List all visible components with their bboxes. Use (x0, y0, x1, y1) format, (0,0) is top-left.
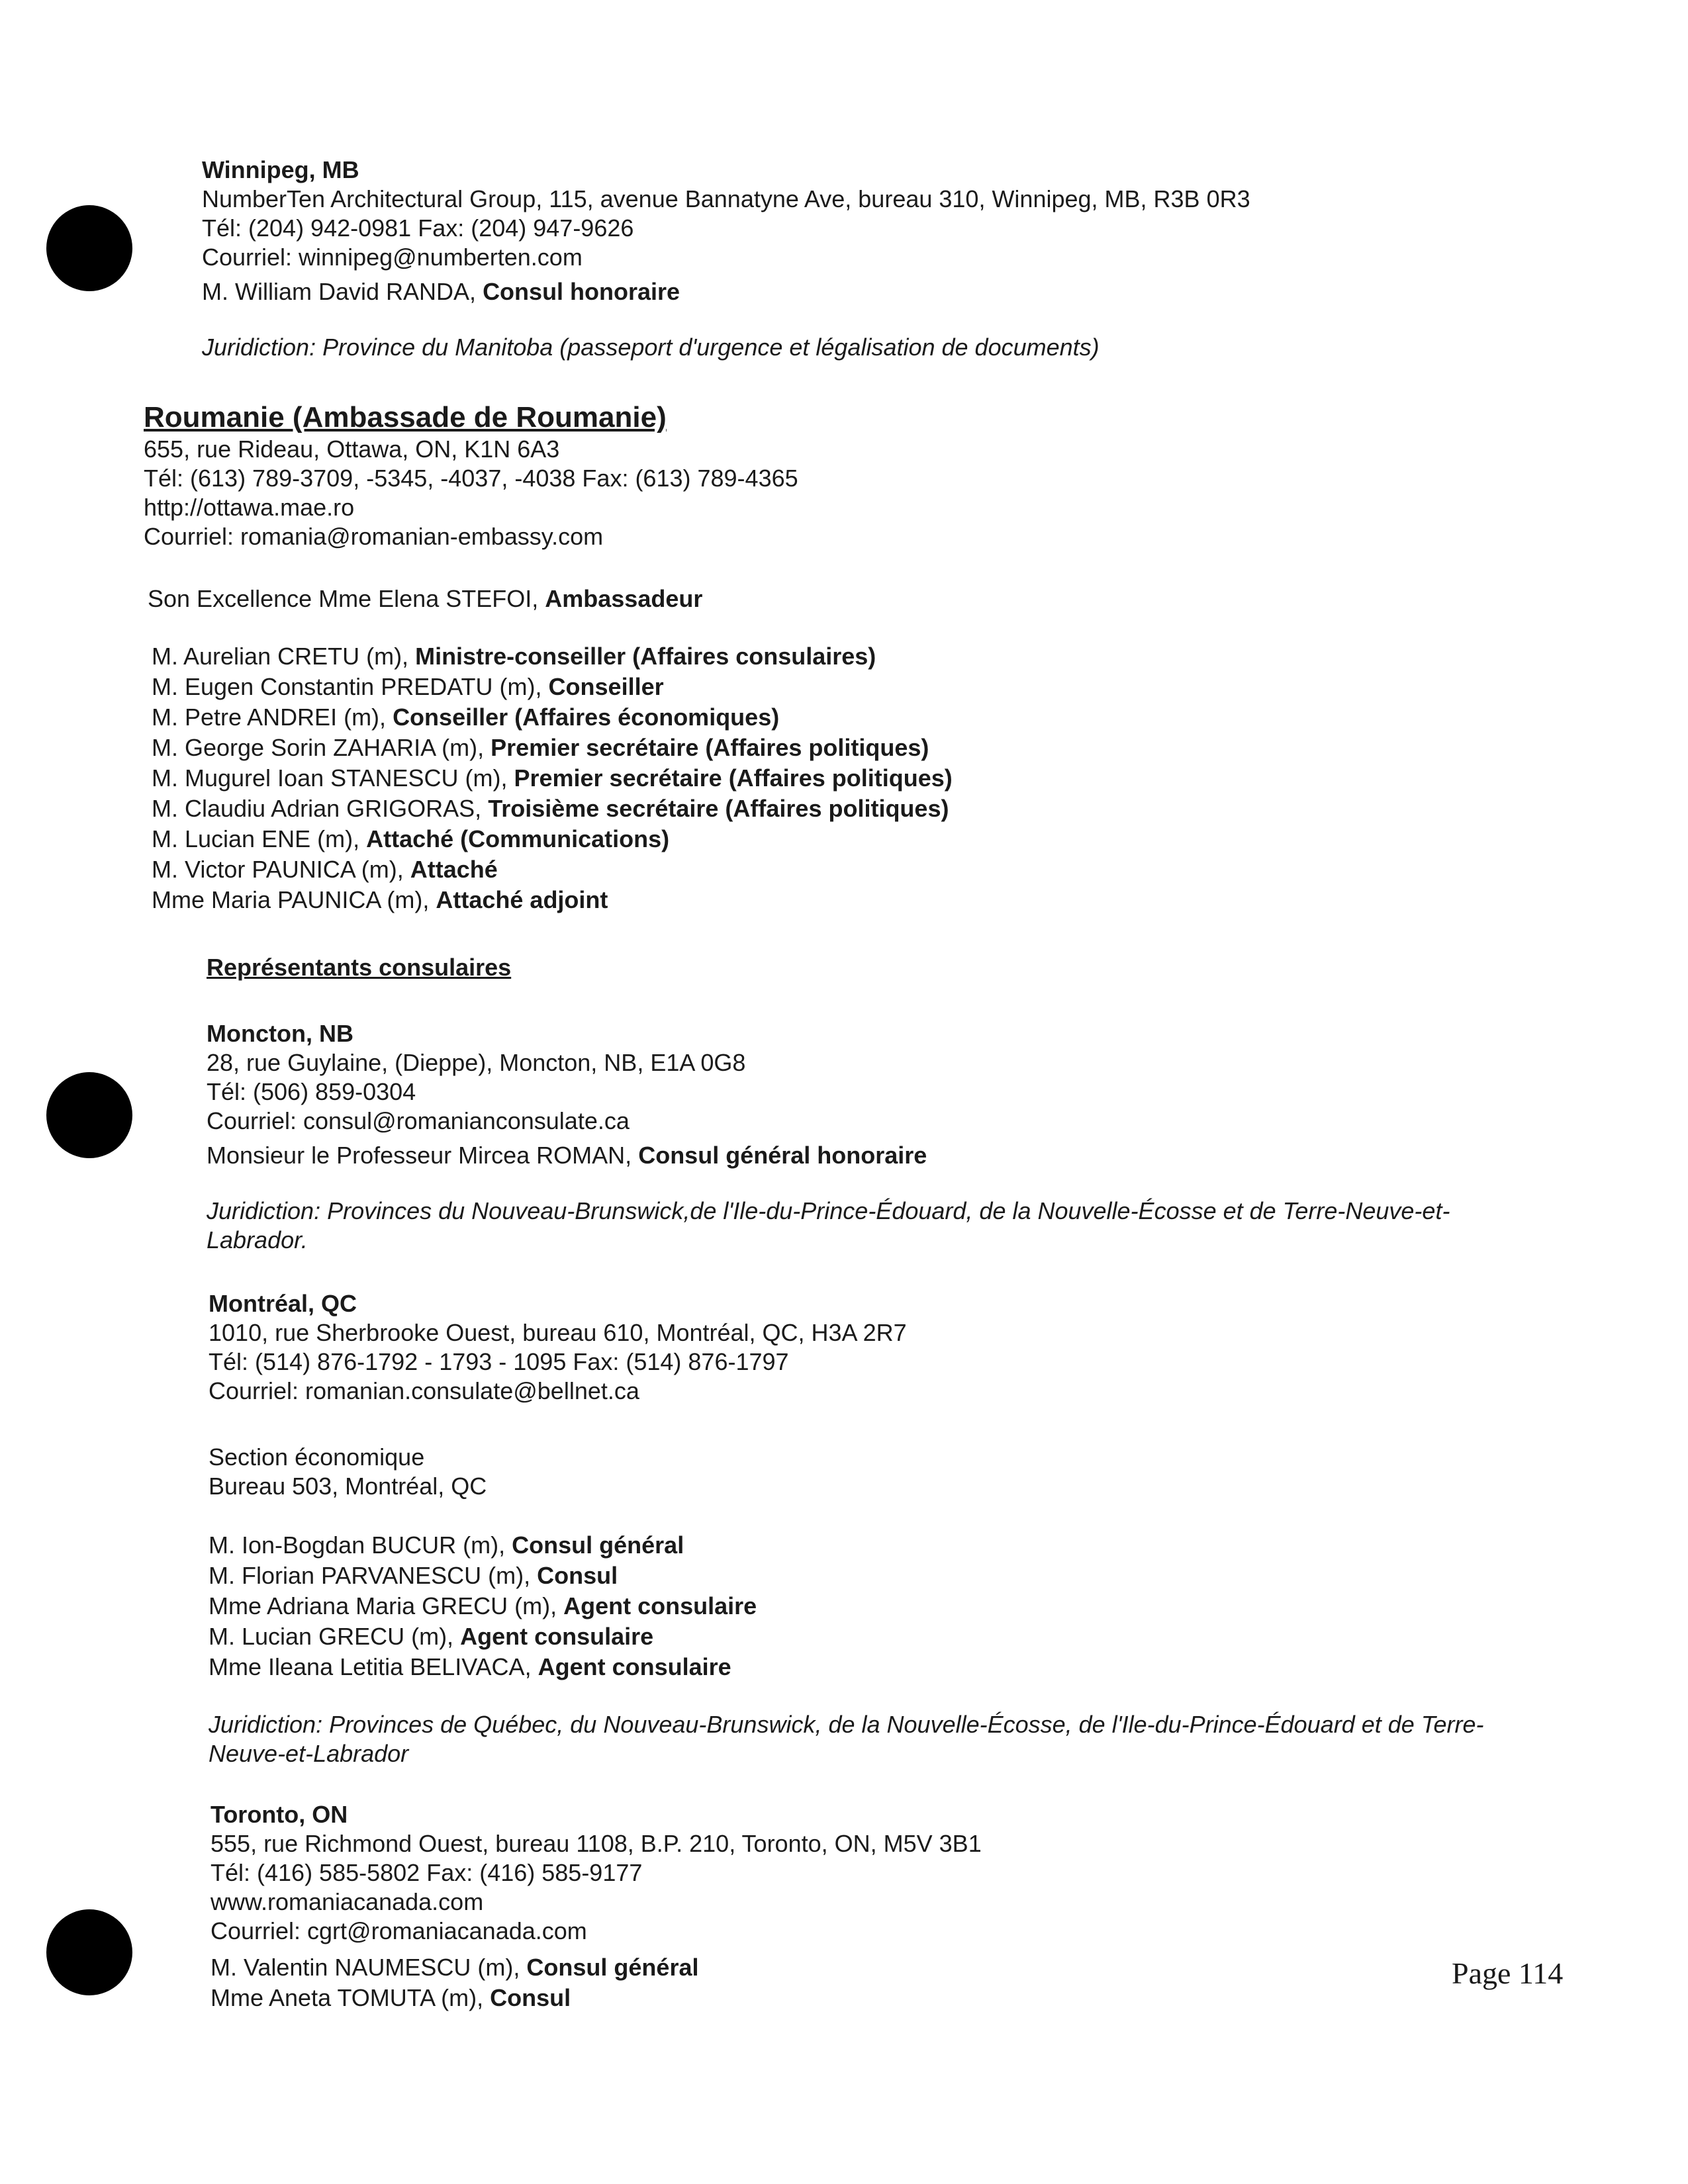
binder-hole-middle (46, 1072, 132, 1158)
romania-embassy (144, 400, 953, 915)
person-name: Monsieur le Professeur Mircea ROMAN, (207, 1142, 632, 1169)
embassy-staff-list (152, 641, 953, 915)
website: http://ottawa.mae.ro (144, 494, 355, 521)
list-item: M. Eugen Constantin PREDATU (m), Conseiller (152, 673, 664, 700)
person-name: M. William David RANDA, (202, 278, 477, 305)
person (202, 277, 1250, 306)
toronto-entry (211, 1800, 982, 2013)
list-item: M. Ion-Bogdan BUCUR (m), Consul général (209, 1531, 684, 1559)
list-item: M. Victor PAUNICA (m), Attaché (152, 856, 498, 883)
email: Courriel: romania@romanian-embassy.com (144, 523, 604, 550)
address: 655, rue Rideau, Ottawa, ON, K1N 6A3 (144, 435, 560, 463)
phone-fax: Tél: (204) 942-0981 Fax: (204) 947-9626 (202, 214, 634, 242)
phone-fax: Tél: (416) 585-5802 Fax: (416) 585-9177 (211, 1859, 643, 1886)
address: 28, rue Guylaine, (Dieppe), Moncton, NB, E1A 0G8 (207, 1049, 746, 1076)
winnipeg-entry (202, 156, 1250, 362)
list-item: Mme Aneta TOMUTA (m), Consul (211, 1984, 571, 2011)
city-heading: Moncton, NB (207, 1020, 353, 1047)
list-item: M. Mugurel Ioan STANESCU (m), Premier secrétaire (Affaires politiques) (152, 764, 953, 792)
person-title: Consul honoraire (483, 278, 680, 305)
ambassador-name: Son Excellence Mme Elena STEFOI, (148, 585, 539, 612)
address: 1010, rue Sherbrooke Ouest, bureau 610, Montréal, QC, H3A 2R7 (209, 1319, 907, 1346)
list-item: M. George Sorin ZAHARIA (m), Premier secrétaire (Affaires politiques) (152, 734, 929, 761)
list-item: M. Valentin NAUMESCU (m), Consul général (211, 1954, 699, 1981)
list-item: M. Petre ANDREI (m), Conseiller (Affaires économiques) (152, 704, 780, 731)
website: www.romaniacanada.com (211, 1888, 484, 1915)
email: Courriel: consul@romanianconsulate.ca (207, 1107, 630, 1134)
consular-subheading: Représentants consulaires (207, 954, 512, 981)
address: NumberTen Architectural Group, 115, avenue Bannatyne Ave, bureau 310, Winnipeg, MB, R3B 0R3 (202, 185, 1250, 212)
consulate-staff-list (211, 1952, 982, 2013)
montreal-entry (209, 1289, 1546, 1768)
moncton-entry (207, 1019, 1530, 1255)
jurisdiction: Juridiction: Province du Manitoba (passeport d'urgence et légalisation de documents) (202, 334, 1100, 361)
list-item: Mme Ileana Letitia BELIVACA, Agent consulaire (209, 1653, 731, 1680)
binder-hole-bottom (46, 1909, 132, 1995)
email: Courriel: romanian.consulate@bellnet.ca (209, 1377, 639, 1404)
consulate-staff-list (209, 1530, 1546, 1682)
email: Courriel: cgrt@romaniacanada.com (211, 1917, 587, 1944)
city-heading: Winnipeg, MB (202, 156, 359, 183)
address: 555, rue Richmond Ouest, bureau 1108, B.P. 210, Toronto, ON, M5V 3B1 (211, 1830, 982, 1857)
jurisdiction: Juridiction: Provinces de Québec, du Nouveau-Brunswick, de la Nouvelle-Écosse, de l'Ile-du-Prince-Édouard et de Terre-Neuve-et-Labrador (209, 1711, 1484, 1767)
country-heading: Roumanie (Ambassade de Roumanie) (144, 401, 667, 433)
list-item: Mme Adriana Maria GRECU (m), Agent consulaire (209, 1592, 757, 1619)
ambassador (148, 584, 953, 614)
list-item: M. Florian PARVANESCU (m), Consul (209, 1562, 618, 1589)
person-title: Consul général honoraire (638, 1142, 927, 1169)
list-item: M. Lucian ENE (m), Attaché (Communications) (152, 825, 670, 852)
binder-hole-top (46, 205, 132, 291)
person (207, 1141, 1530, 1170)
phone-fax: Tél: (514) 876-1792 - 1793 - 1095 Fax: (514) 876-1797 (209, 1348, 789, 1375)
phone: Tél: (506) 859-0304 (207, 1078, 416, 1105)
list-item: M. Lucian GRECU (m), Agent consulaire (209, 1623, 654, 1650)
section-name: Section économique (209, 1443, 425, 1471)
ambassador-title: Ambassadeur (545, 585, 703, 612)
list-item: M. Aurelian CRETU (m), Ministre-conseiller (Affaires consulaires) (152, 643, 876, 670)
email: Courriel: winnipeg@numberten.com (202, 244, 583, 271)
city-heading: Toronto, ON (211, 1801, 348, 1828)
page-number: Page 114 (1452, 1956, 1564, 1990)
section-address: Bureau 503, Montréal, QC (209, 1473, 487, 1500)
city-heading: Montréal, QC (209, 1290, 357, 1317)
list-item: M. Claudiu Adrian GRIGORAS, Troisième secrétaire (Affaires politiques) (152, 795, 949, 822)
list-item: Mme Maria PAUNICA (m), Attaché adjoint (152, 886, 608, 913)
phone-fax: Tél: (613) 789-3709, -5345, -4037, -4038 Fax: (613) 789-4365 (144, 465, 798, 492)
jurisdiction: Juridiction: Provinces du Nouveau-Brunswick,de l'Ile-du-Prince-Édouard, de la Nouvelle-Écosse et de Terre-Neuve-et-Labrador. (207, 1197, 1450, 1253)
